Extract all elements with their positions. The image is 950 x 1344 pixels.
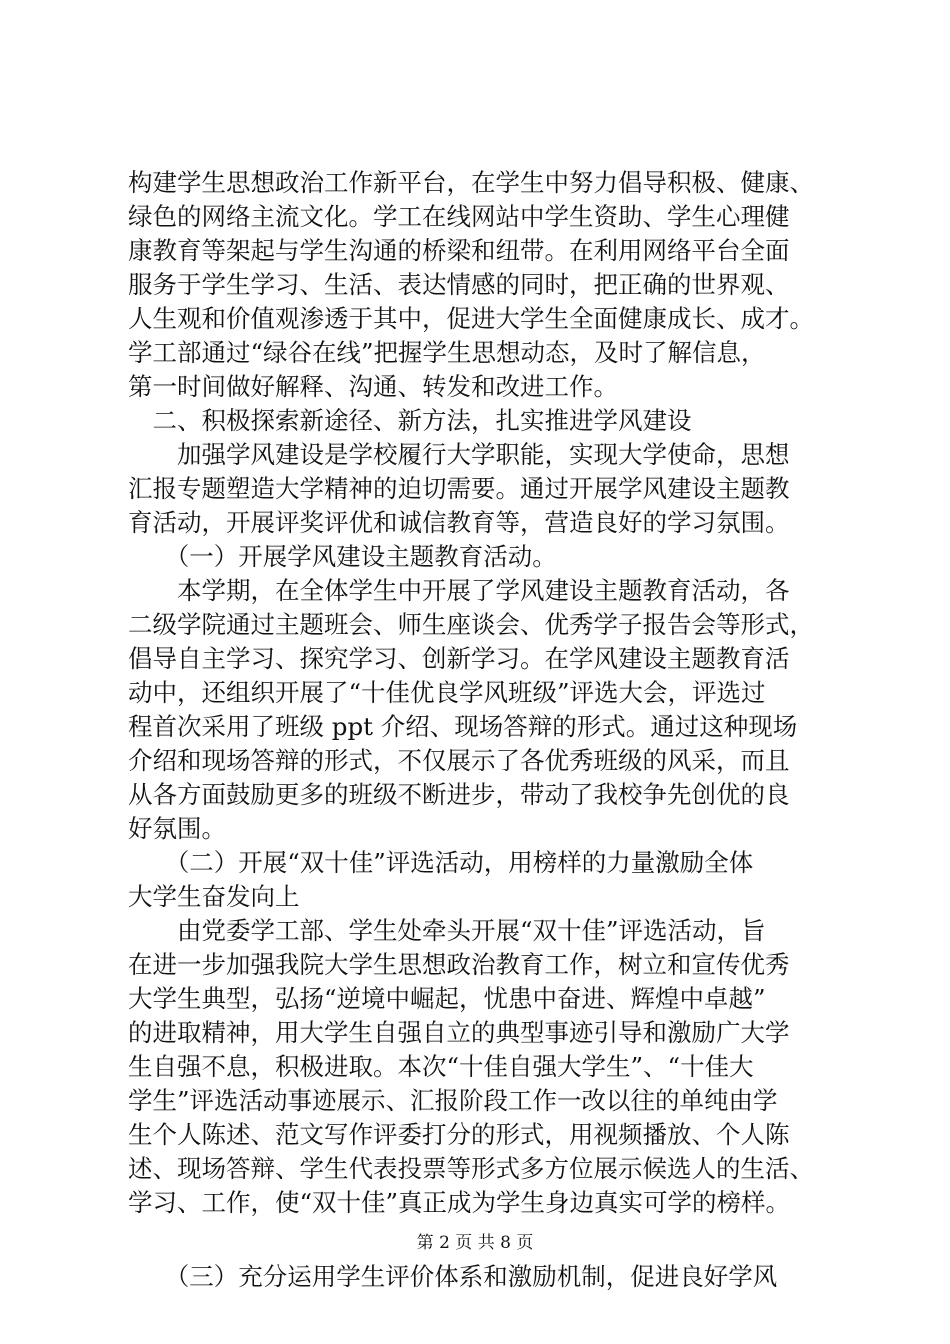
- document-body: [128, 166, 842, 1294]
- text-line: 生个人陈述、范文写作评委打分的形式，用视频播放、个人陈: [128, 1120, 790, 1149]
- text-line: 二级学院通过主题班会、师生座谈会、优秀学子报告会等形式，: [128, 610, 814, 639]
- text-line: 育活动，开展评奖评优和诚信教育等，营造良好的学习氛围。: [128, 508, 790, 537]
- text-line: 构建学生思想政治工作新平台，在学生中努力倡导积极、健康、: [128, 168, 814, 197]
- text-line: 在进一步加强我院大学生思想政治教育工作，树立和宣传优秀: [128, 950, 790, 979]
- text-line: 好氛围。: [128, 814, 226, 843]
- text-line: 的进取精神，用大学生自强自立的典型事迹引导和激励广大学: [128, 1018, 790, 1047]
- text-line: 第一时间做好解释、沟通、转发和改进工作。: [128, 372, 618, 401]
- text-line: 述、现场答辩、学生代表投票等形式多方位展示候选人的生活、: [128, 1154, 814, 1183]
- subsection-heading: （一）开展学风建设主题教育活动。: [128, 542, 557, 571]
- text-line: 介绍和现场答辩的形式，不仅展示了各优秀班级的风采，而且: [128, 746, 790, 775]
- text-line: 从各方面鼓励更多的班级不断进步，带动了我校争先创优的良: [128, 780, 790, 809]
- text-line: 动中，还组织开展了“十佳优良学风班级”评选大会，评选过: [128, 678, 766, 707]
- text-line: 绿色的网络主流文化。学工在线网站中学生资助、学生心理健: [128, 202, 790, 231]
- text-line: 学工部通过“绿谷在线”把握学生思想动态，及时了解信息，: [128, 338, 766, 367]
- text-line: 本学期，在全体学生中开展了学风建设主题教育活动，各: [128, 576, 790, 605]
- text-line: 程首次采用了班级 ppt 介绍、现场答辩的形式。通过这种现场: [128, 712, 798, 741]
- text-line: 学生”评选活动事迹展示、汇报阶段工作一改以往的单纯由学: [128, 1086, 778, 1115]
- text-line: 服务于学生学习、生活、表达情感的同时，把正确的世界观、: [128, 270, 790, 299]
- text-line: 加强学风建设是学校履行大学职能，实现大学使命，思想: [128, 440, 790, 469]
- section-heading: 二、积极探索新途径、新方法，扎实推进学风建设: [128, 406, 692, 435]
- text-line: 人生观和价值观渗透于其中，促进大学生全面健康成长、成才。: [128, 304, 814, 333]
- text-line: 生自强不息，积极进取。本次“十佳自强大学生”、“十佳大: [128, 1052, 754, 1081]
- page-number-footer: 第 2 页 共 8 页: [416, 1233, 534, 1253]
- subsection-heading: （二）开展“双十佳”评选活动，用榜样的力量激励全体: [128, 848, 754, 877]
- subsection-heading-continued: 大学生奋发向上: [128, 882, 300, 911]
- text-line: 学习、工作，使“双十佳”真正成为学生身边真实可学的榜样。: [128, 1188, 791, 1217]
- text-line: 康教育等架起与学生沟通的桥梁和纽带。在利用网络平台全面: [128, 236, 790, 265]
- text-line: 大学生典型，弘扬“逆境中崛起，忧患中奋进、辉煌中卓越”: [128, 984, 766, 1013]
- text-line: 由党委学工部、学生处牵头开展“双十佳”评选活动，旨: [128, 916, 766, 945]
- text-line: 倡导自主学习、探究学习、创新学习。在学风建设主题教育活: [128, 644, 790, 673]
- text-line: 汇报专题塑造大学精神的迫切需要。通过开展学风建设主题教: [128, 474, 790, 503]
- subsection-heading: （三）充分运用学生评价体系和激励机制，促进良好学风: [128, 1262, 778, 1291]
